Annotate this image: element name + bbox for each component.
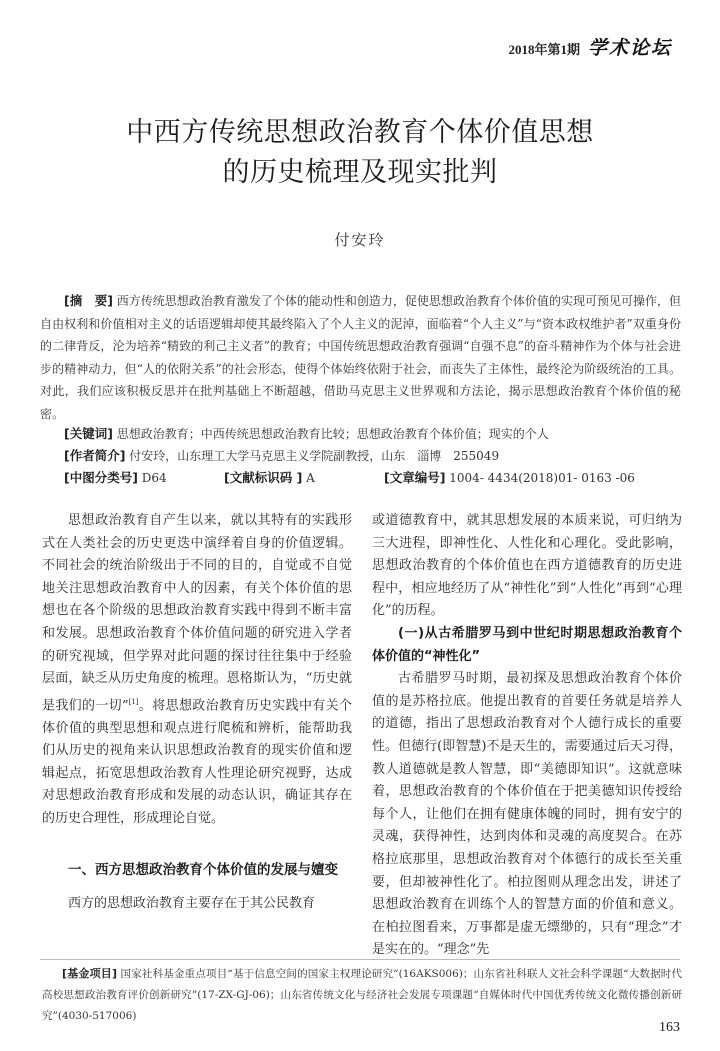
footnote-divider: [40, 959, 680, 960]
body-paragraph: [42, 510, 352, 831]
funding-note: [42, 963, 682, 1027]
paragraph-text: 。将思想政治教育历史实践中有关个体价值的典型思想和观点进行爬梳和辨析，能帮助我们从历史的视角来认识思想政治教育的现实价值和逻辑起点，拓宽思想政治教育人性理论研究视野，达成对思想政治教育形成和发展的动态认识，确证其存在的历史合理性，形成理论自觉。: [42, 698, 352, 827]
title-line-1: 中西方传统思想政治教育个体价值思想: [126, 117, 594, 148]
page-number: 163: [659, 1020, 680, 1035]
author-info-text: 付安玲，山东理工大学马克思主义学院副教授，山东 淄博 255049: [129, 449, 500, 463]
funding-text: 国家社科基金重点项目“基于信息空间的国家主权理论研究”(16AKS006)；山东省社科联人文社会科学课题“大数据时代高校思想政治教育评价创新研究”(17-ZX-GJ-06)；山东省传统文化与经济社会发展专项课题“自媒体时代中国优秀传统文化微传播创新研究”(4030-517006): [42, 968, 682, 1022]
body-column-left: [42, 510, 352, 916]
article-number-label: [文章编号]: [384, 470, 446, 485]
abstract-label: [摘 要]: [64, 293, 113, 308]
keywords-text: 思想政治教育；中西传统思想政治教育比较；思想政治教育个体价值；现实的个人: [116, 427, 549, 441]
subsection-heading: (一)从古希腊罗马到中世纪时期思想政治教育个体价值的“神性化”: [372, 625, 682, 664]
paragraph-text: 思想政治教育自产生以来，就以其特有的实践形式在人类社会的历史更迭中演绎着自身的价值逻辑。不同社会的统治阶级出于不同的目的，自觉或不自觉地关注思想政治教育中人的因素，有关个体价值的思想也在各个阶级的思想政治教育实践中得到不断丰富和发展。思想政治教育个体价值问题的研究进入学者的研究视域，但学界对此问题的探讨往往集中于经验层面，缺乏从历史角度的梳理。恩格斯认为，“历史就是我们的一切”: [42, 513, 352, 714]
article-number-value: 1004- 4434(2018)01- 0163 -06: [449, 471, 635, 485]
funding-label: [基金项目]: [62, 967, 117, 980]
abstract: [40, 290, 681, 425]
body-paragraph: 或道德教育中，就其思想发展的本质来说，可归纳为三大进程，即神性化、人性化和心理化。受此影响，思想政治教育的个体价值也在西方道德教育的历史进程中，相应地经历了从“神性化”到“人性化”再到“心理化”的历程。: [372, 513, 682, 619]
clc-label: [中图分类号]: [64, 470, 138, 485]
doc-code-label: [文献标识码 ]: [224, 470, 303, 485]
title-line-2: 的历史梳理及现实批判: [222, 157, 498, 188]
issue-label: 2018年第1期: [508, 42, 580, 57]
author-name: 付安玲: [334, 231, 386, 249]
author-info: [64, 446, 684, 464]
classification-row: [64, 468, 684, 486]
article-title: [0, 113, 720, 193]
body-column-right: [372, 510, 682, 962]
doc-code-value: A: [306, 471, 315, 485]
abstract-text: 西方传统思想政治教育激发了个体的能动性和创造力，促使思想政治教育个体价值的实现可预见可操作，但自由权利和价值相对主义的话语逻辑却使其最终陷入了个人主义的泥淖，面临着“个人主义”与“资本政权维护者”双重身份的二律背反，沦为培养“精致的利己主义者”的教育；中国传统思想政治教育强调“自强不息”的奋斗精神作为个体与社会进步的精神动力，但“人的依附关系”的社会形态，使得个体始终依附于社会，而丧失了主体性，最终沦为阶级统治的工具。对此，我们应该积极反思并在批判基础上不断超越，借助马克思主义世界观和方法论，揭示思想政治教育个体价值的秘密。: [40, 294, 681, 421]
clc-value: D64: [141, 471, 167, 485]
citation-ref: [1]: [128, 697, 139, 706]
author-info-label: [作者简介]: [64, 448, 126, 463]
keywords-label: [关键词]: [64, 426, 113, 441]
body-paragraph: 古希腊罗马时期，最初探及思想政治教育个体价值的是苏格拉底。他提出教育的首要任务就是培养人的道德，指出了思想政治教育对个人德行成长的重要性。但德行(即智慧)不是天生的，需要通过后天习得，教人道德就是教人智慧，即“美德即知识”。这就意味着，思想政治教育的个体价值在于把美德知识传授给每个人，让他们在拥有健康体魄的同时，拥有安宁的灵魂，获得神性，达到肉体和灵魂的高度契合。在苏格拉底那里，思想政治教育对个体德行的成长至关重要，但却被神性化了。柏拉图则从理念出发，讲述了思想政治教育在训练个人的智慧方面的价值和意义。在柏拉图看来，万事都是虚无缥缈的，只有“理念”才是实在的。“理念”先: [372, 671, 682, 958]
journal-logo: 学术论坛: [587, 37, 672, 59]
section-heading: 一、西方思想政治教育个体价值的发展与嬗变: [68, 861, 338, 878]
running-header: [508, 33, 672, 60]
keywords: [64, 424, 684, 442]
body-paragraph: 西方的思想政治教育主要存在于其公民教育: [68, 896, 316, 912]
